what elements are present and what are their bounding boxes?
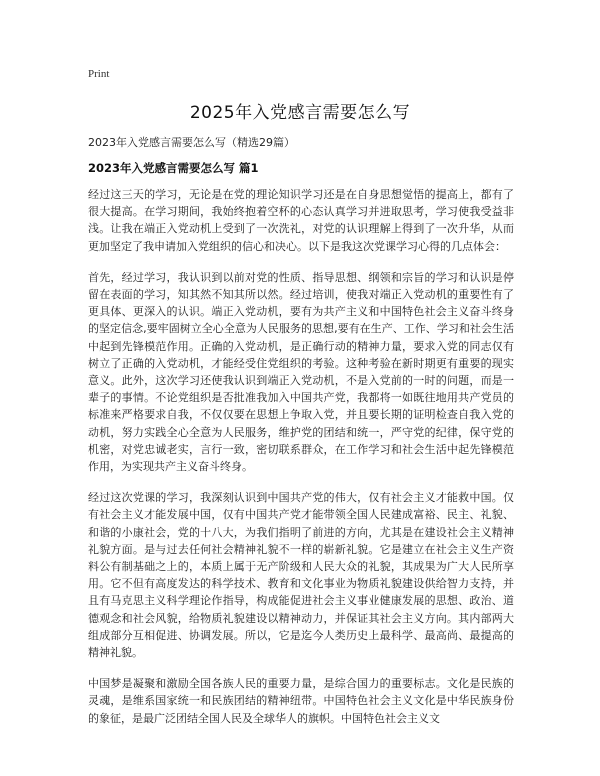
- paragraph-3: 经过这次党课的学习，我深刻认识到中国共产党的伟大，仅有社会主义才能救中国。仅有社会主义才能发展中国，仅有中国共产党才能带领全国人民建成富裕、民主、礼貌、和谐的小康社会，党的十八大，为我们指明了前进的方向，尤其是在建设社会主义精神礼貌方面。是与过去任何社会精神礼貌不一样的崭新礼貌。它是建立在社会主义生产资料公有制基础之上的，本质上属于无产阶级和人民大众的礼貌，其成果为广大人民所享用。它不但有高度发达的科学技术、教育和文化事业为物质礼貌建设供给智力支持，并且有马克思主义科学理论作指导，构成能促进社会主义事业健康发展的思想、政治、道德观念和社会风貌，给物质礼貌建设以精神动力，并保证其社会主义方向。其内部两大组成部分互相促进、协调发展。所以，它是迄今人类历史上最科学、最高尚、最提高的精神礼貌。: [88, 491, 514, 660]
- article-body: [88, 186, 514, 741]
- document-subtitle: 2023年入党感言需要怎么写（精选29篇）: [88, 136, 295, 149]
- print-link[interactable]: Print: [88, 68, 110, 80]
- paragraph-1: 经过这三天的学习，无论是在党的理论知识学习还是在自身思想觉悟的提高上，都有了很大提高。在学习期间，我始终抱着空杯的心态认真学习并进取思考，学习使我受益非浅。让我在端正入党动机上受到了一次洗礼，对党的认识理解上得到了一次升华，从而更加坚定了我申请加入党组织的信心和决心。以下是我这次党课学习心得的几点体会：: [88, 188, 514, 253]
- paragraph-4: 中国梦是凝聚和激励全国各族人民的重要力量，是综合国力的重要标志。文化是民族的灵魂，是维系国家统一和民族团结的精神纽带。中国特色社会主义文化是中华民族身份的象征，是最广泛团结全国人民及全球华人的旗帜。中国特色社会主义文: [88, 677, 514, 725]
- paragraph-2: 首先，经过学习，我认识到以前对党的性质、指导思想、纲领和宗旨的学习和认识是停留在表面的学习，知其然不知其所以然。经过培训，使我对端正入党动机的重要性有了更具体、更深入的认识。端正入党动机，要有为共产主义和中国特色社会主义奋斗终身的坚定信念,要牢固树立全心全意为人民服务的思想,要有在生产、工作、学习和社会生活中起到先锋模范作用。正确的入党动机，是正确行动的精神力量，要求入党的同志仅有树立了正确的入党动机，才能经受住党组织的考验。这种考验在新时期更有重要的现实意义。此外，这次学习还使我认识到端正入党动机，不是入党前的一时的问题，而是一辈子的事情。不论党组织是否批准我加入中国共产党，我都将一如既往地用共产党员的标准来严格要求自我，不仅仅要在思想上争取入党，并且要长期的证明检查自我入党的动机，努力实践全心全意为人民服务，维护党的团结和统一，严守党的纪律，保守党的机密，对党忠诚老实，言行一致，密切联系群众，在工作学习和社会生活中起先锋模范作用，为实现共产主义奋斗终身。: [88, 270, 514, 474]
- section-heading: 2023年入党感言需要怎么写 篇1: [88, 161, 259, 175]
- page-title: 2025年入党感言需要怎么写: [189, 103, 411, 123]
